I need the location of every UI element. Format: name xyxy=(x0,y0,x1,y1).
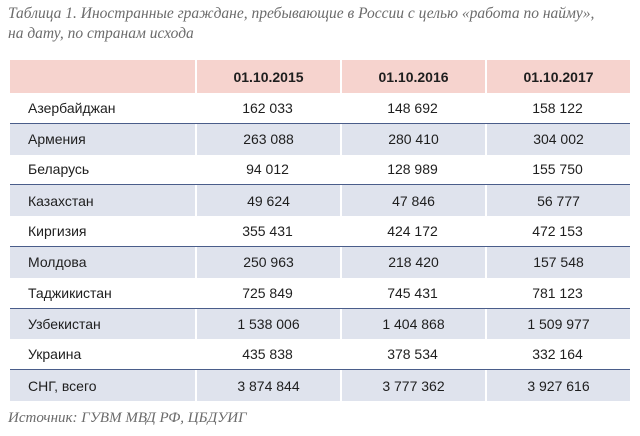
value-cell-2015: 162 033 xyxy=(242,99,293,116)
value-cell-2015: 3 874 844 xyxy=(195,370,340,401)
country-cell: Украина xyxy=(28,346,82,363)
value-cell-2016: 280 410 xyxy=(340,124,485,155)
country-cell: Таджикистан xyxy=(28,284,112,301)
country-cell: Беларусь xyxy=(28,161,90,178)
value-cell-2015: 435 838 xyxy=(242,346,293,363)
value-cell-2017: 472 153 xyxy=(532,223,583,240)
country-cell: Узбекистан xyxy=(28,315,101,332)
value-cell-2015: 355 431 xyxy=(242,223,293,240)
country-cell: Казахстан xyxy=(28,192,94,209)
country-cell: Молдова xyxy=(28,254,87,271)
country-cell: Киргизия xyxy=(28,223,87,240)
table-row xyxy=(10,216,630,247)
value-cell-2016: 148 692 xyxy=(387,99,438,116)
value-cell-2016: 745 431 xyxy=(387,284,438,301)
table-row xyxy=(10,339,630,370)
value-cell-2017: 3 927 616 xyxy=(485,370,630,401)
header-cell-country xyxy=(10,60,195,93)
table-total-row xyxy=(10,370,630,401)
value-cell-2017: 332 164 xyxy=(532,346,583,363)
header-cell-2015: 01.10.2015 xyxy=(195,60,340,93)
value-cell-2017: 157 548 xyxy=(485,247,630,278)
table-row xyxy=(10,124,630,155)
header-cell-2016: 01.10.2016 xyxy=(340,60,485,93)
table-row xyxy=(10,309,630,340)
source-note: Источник: ГУВМ МВД РФ, ЦБДУИГ xyxy=(8,410,247,426)
country-cell: Азербайджан xyxy=(28,99,116,116)
value-cell-2015: 1 538 006 xyxy=(195,309,340,340)
migration-table xyxy=(10,60,630,401)
header-cell-2017: 01.10.2017 xyxy=(485,60,630,93)
value-cell-2015: 250 963 xyxy=(195,247,340,278)
value-cell-2015: 263 088 xyxy=(195,124,340,155)
value-cell-2016: 47 846 xyxy=(340,185,485,216)
value-cell-2015: 725 849 xyxy=(242,284,293,301)
table-caption xyxy=(8,4,632,44)
value-cell-2017: 781 123 xyxy=(532,284,583,301)
caption-line-1: Таблица 1. Иностранные граждане, пребывающие в России с целью «работа по найму», xyxy=(8,5,595,22)
value-cell-2017: 1 509 977 xyxy=(485,309,630,340)
value-cell-2016: 218 420 xyxy=(340,247,485,278)
value-cell-2017: 304 002 xyxy=(485,124,630,155)
value-cell-2017: 158 122 xyxy=(532,99,583,116)
value-cell-2016: 424 172 xyxy=(387,223,438,240)
value-cell-2016: 128 989 xyxy=(387,161,438,178)
value-cell-2017: 155 750 xyxy=(532,161,583,178)
caption-line-2: на дату, по странам исхода xyxy=(8,25,194,42)
value-cell-2015: 94 012 xyxy=(246,161,289,178)
table-row xyxy=(10,155,630,186)
value-cell-2016: 1 404 868 xyxy=(340,309,485,340)
table-row xyxy=(10,93,630,124)
value-cell-2015: 49 624 xyxy=(195,185,340,216)
table-row xyxy=(10,185,630,216)
table-header-row xyxy=(10,60,630,93)
value-cell-2017: 56 777 xyxy=(485,185,630,216)
country-cell: Армения xyxy=(28,131,86,148)
table-row xyxy=(10,278,630,309)
value-cell-2016: 3 777 362 xyxy=(340,370,485,401)
country-cell: СНГ, всего xyxy=(28,377,97,394)
value-cell-2016: 378 534 xyxy=(387,346,438,363)
table-row xyxy=(10,247,630,278)
